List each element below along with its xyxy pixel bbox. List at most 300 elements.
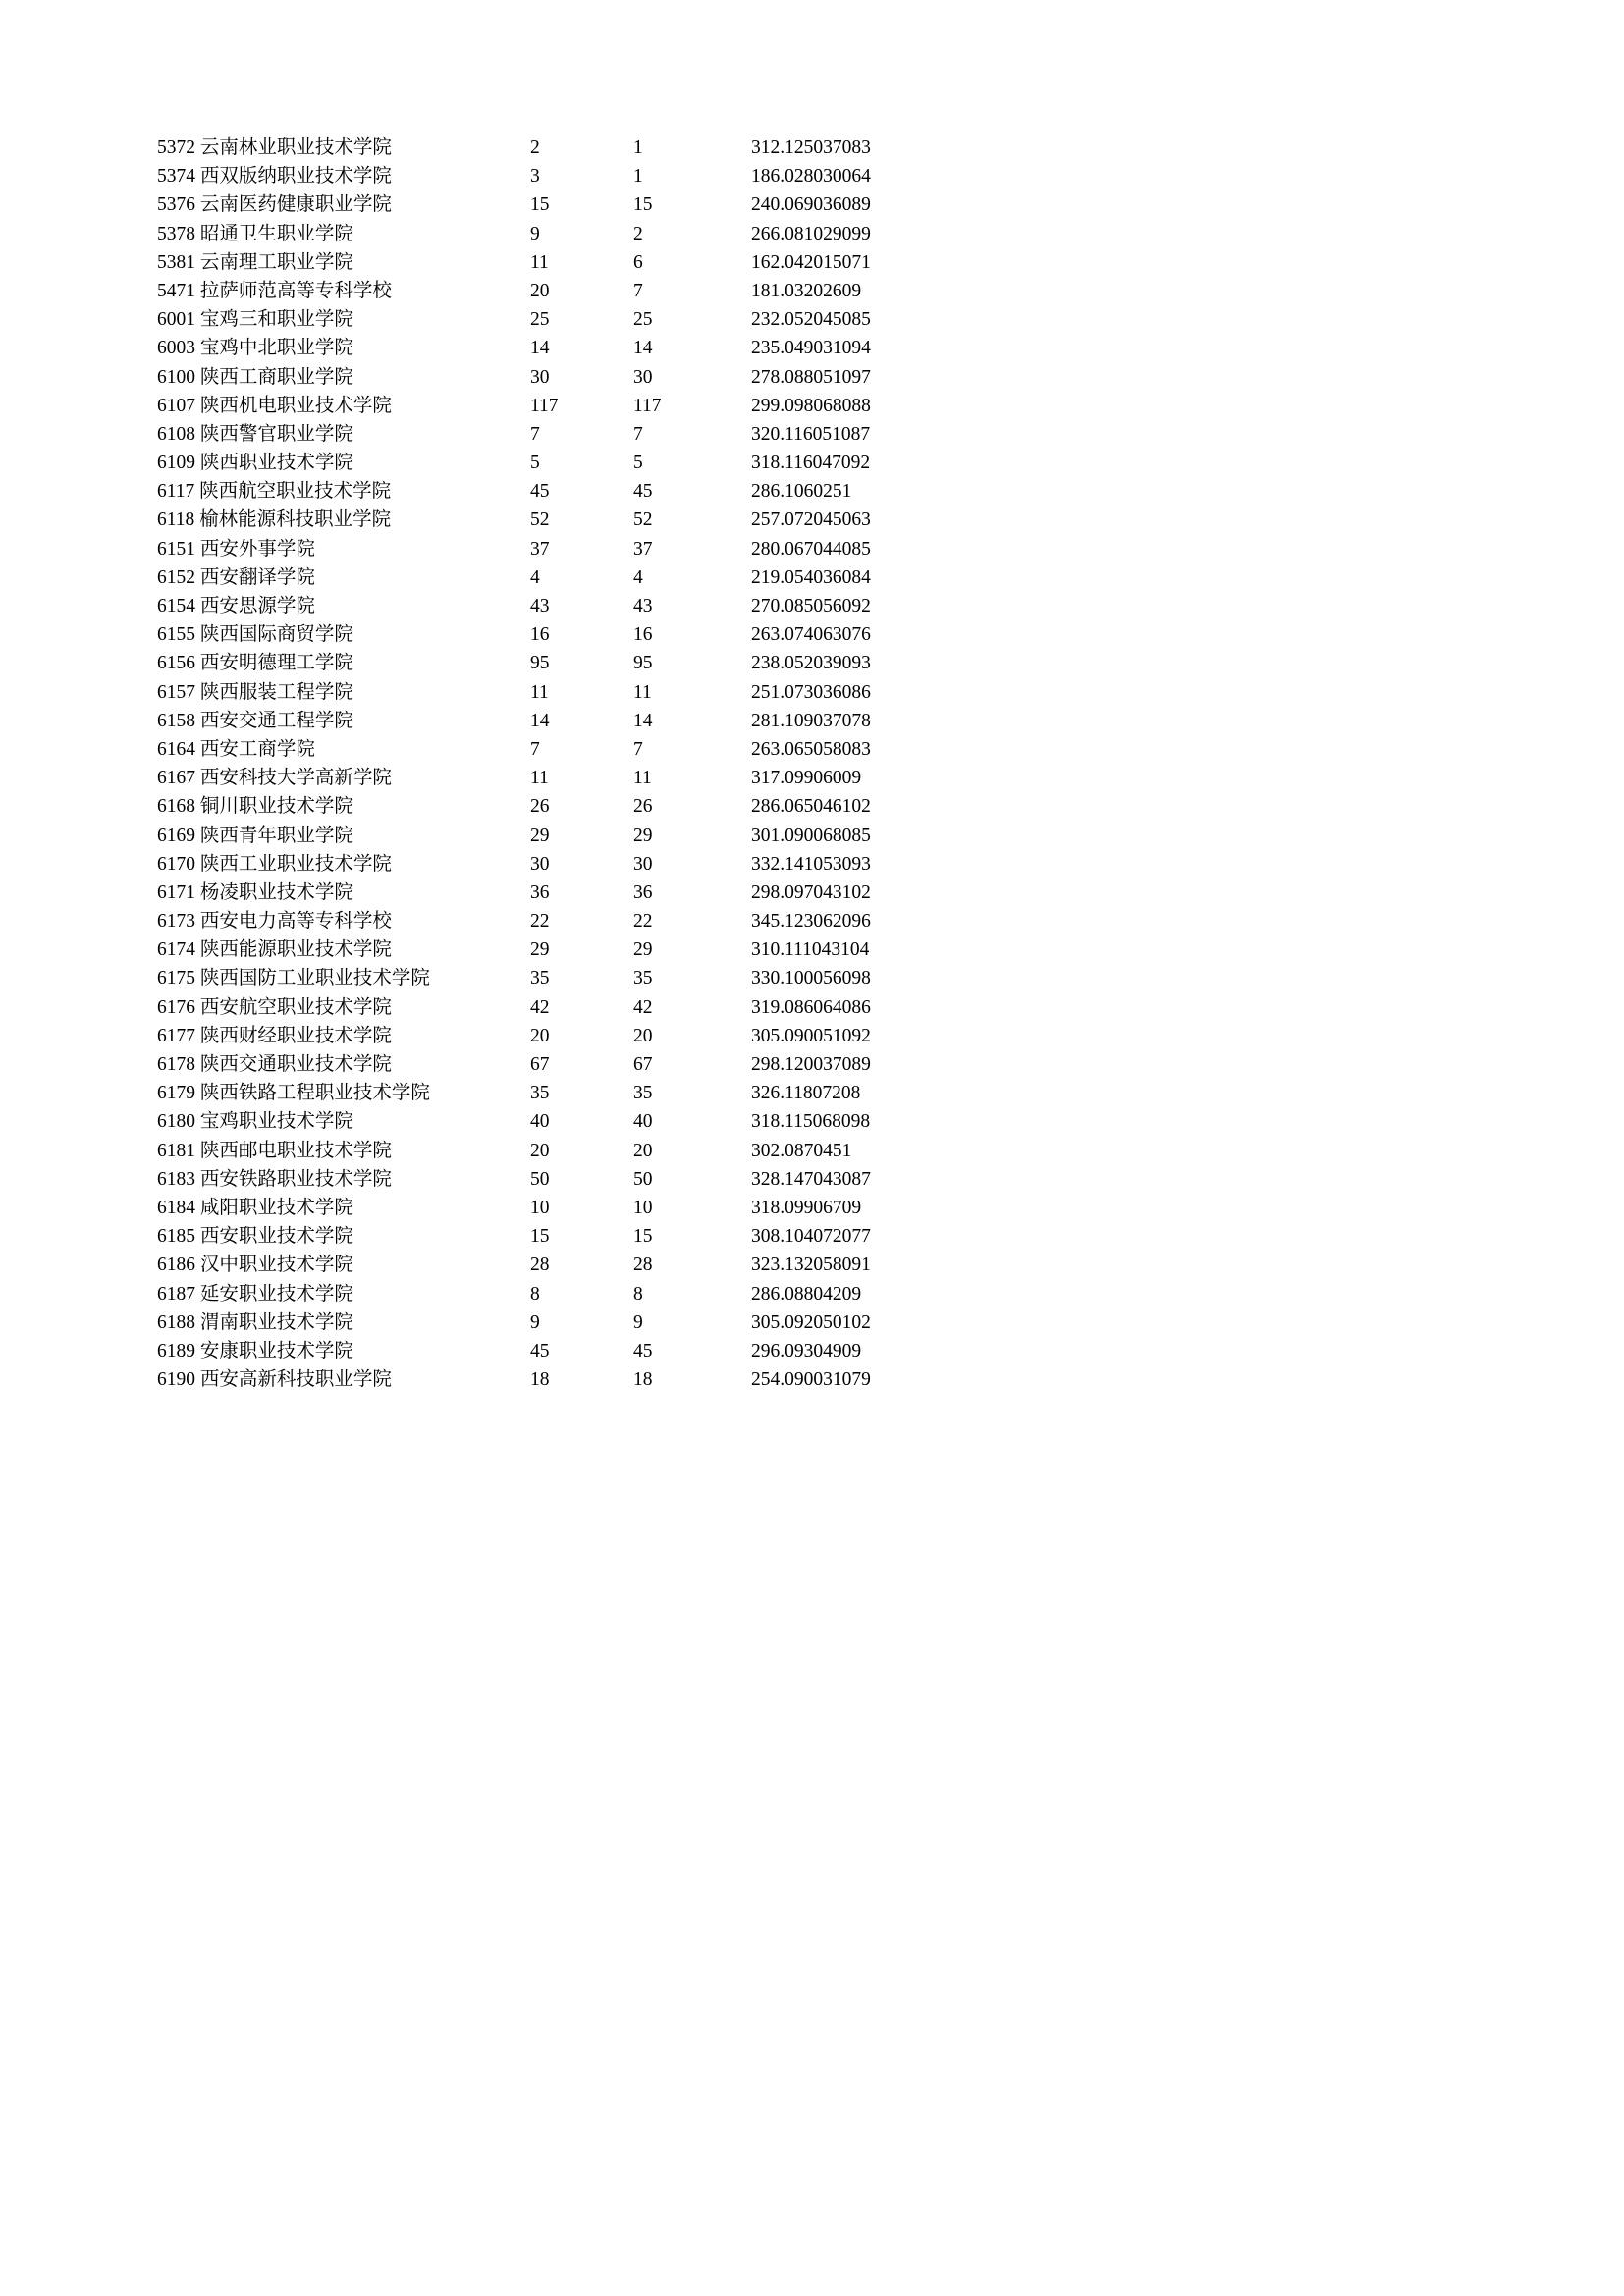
admitted-count: 50	[633, 1168, 653, 1190]
score-value: 263.065058083	[751, 738, 871, 760]
college-code: 6179	[157, 1083, 195, 1104]
table-row	[157, 792, 1506, 821]
admitted-count: 7	[633, 423, 643, 445]
code-name-cell	[157, 305, 530, 334]
table-row	[157, 735, 1506, 764]
plan-count: 18	[530, 1369, 550, 1391]
score-value: 318.115068098	[751, 1111, 871, 1133]
code-name-cell	[157, 1280, 530, 1308]
college-name: 云南理工职业学院	[199, 251, 353, 273]
code-name-cell	[157, 620, 530, 649]
college-name: 陕西能源职业技术学院	[199, 939, 392, 961]
code-name-cell	[157, 420, 530, 449]
college-name: 云南医药健康职业学院	[199, 194, 392, 216]
college-name: 陕西铁路工程职业技术学院	[199, 1083, 430, 1104]
score-value: 298.097043102	[751, 881, 871, 903]
score-value: 280.067044085	[751, 538, 871, 560]
plan-count: 35	[530, 968, 550, 989]
table-row	[157, 764, 1506, 792]
admitted-count: 20	[633, 1025, 653, 1046]
admitted-count: 5	[633, 453, 643, 474]
college-name: 安康职业技术学院	[199, 1340, 353, 1362]
college-name: 西安工商学院	[199, 738, 315, 760]
college-code: 6190	[157, 1369, 195, 1391]
college-code: 6171	[157, 881, 195, 903]
college-name: 宝鸡中北职业学院	[199, 338, 353, 359]
admitted-count: 1	[633, 137, 643, 158]
score-value: 317.09906009	[751, 768, 862, 789]
college-code: 5372	[157, 137, 195, 158]
admitted-count: 22	[633, 911, 653, 933]
admitted-count: 10	[633, 1197, 653, 1218]
table-row	[157, 334, 1506, 362]
code-name-cell	[157, 190, 530, 219]
table-row	[157, 162, 1506, 190]
admitted-count: 18	[633, 1369, 653, 1391]
college-name: 陕西职业技术学院	[199, 453, 353, 474]
college-name: 西安翻译学院	[199, 566, 315, 588]
code-name-cell	[157, 392, 530, 420]
college-code: 6152	[157, 566, 195, 588]
code-name-cell	[157, 1079, 530, 1107]
admitted-count: 30	[633, 366, 653, 388]
table-row	[157, 1251, 1506, 1279]
college-name: 陕西青年职业学院	[199, 825, 353, 846]
plan-count: 11	[530, 768, 549, 789]
admitted-count: 45	[633, 481, 653, 503]
admitted-count: 2	[633, 223, 643, 244]
code-name-cell	[157, 535, 530, 563]
college-code: 5376	[157, 194, 195, 216]
code-name-cell	[157, 1137, 530, 1165]
plan-count: 36	[530, 881, 550, 903]
college-code: 5381	[157, 251, 195, 273]
college-code: 5378	[157, 223, 195, 244]
score-value: 305.092050102	[751, 1311, 871, 1333]
code-name-cell	[157, 1222, 530, 1251]
college-name: 渭南职业技术学院	[199, 1311, 353, 1333]
college-code: 6157	[157, 681, 195, 703]
code-name-cell	[157, 1194, 530, 1222]
score-value: 332.141053093	[751, 853, 871, 875]
college-name: 西安明德理工学院	[199, 653, 353, 674]
plan-count: 9	[530, 223, 540, 244]
table-row	[157, 1194, 1506, 1222]
plan-count: 22	[530, 911, 550, 933]
score-value: 270.085056092	[751, 596, 871, 616]
college-name: 铜川职业技术学院	[199, 796, 353, 818]
table-row	[157, 420, 1506, 449]
score-value: 235.049031094	[751, 338, 871, 359]
table-row	[157, 1165, 1506, 1194]
table-row	[157, 1365, 1506, 1394]
college-name: 杨凌职业技术学院	[199, 881, 353, 903]
college-name: 西安思源学院	[199, 596, 315, 616]
college-name: 汉中职业技术学院	[199, 1255, 353, 1276]
college-name: 西双版纳职业技术学院	[199, 166, 392, 187]
table-row	[157, 850, 1506, 879]
table-row	[157, 1107, 1506, 1136]
code-name-cell	[157, 1365, 530, 1394]
college-name: 西安铁路职业技术学院	[199, 1168, 392, 1190]
plan-count: 20	[530, 280, 550, 301]
table-row	[157, 506, 1506, 534]
college-name: 宝鸡三和职业学院	[199, 309, 353, 331]
admitted-count: 29	[633, 939, 653, 961]
college-name: 宝鸡职业技术学院	[199, 1111, 353, 1133]
code-name-cell	[157, 735, 530, 764]
college-code: 6177	[157, 1025, 195, 1046]
admitted-count: 16	[633, 624, 653, 646]
admitted-count: 6	[633, 251, 643, 273]
plan-count: 42	[530, 996, 550, 1018]
code-name-cell	[157, 792, 530, 821]
college-code: 6001	[157, 309, 195, 331]
college-code: 6189	[157, 1340, 195, 1362]
score-value: 254.090031079	[751, 1369, 871, 1391]
plan-count: 35	[530, 1083, 550, 1104]
college-code: 5374	[157, 166, 195, 187]
college-code: 6109	[157, 453, 195, 474]
plan-count: 37	[530, 538, 550, 560]
plan-count: 50	[530, 1168, 550, 1190]
score-value: 219.054036084	[751, 566, 871, 588]
admitted-count: 14	[633, 338, 653, 359]
college-code: 6003	[157, 338, 195, 359]
table-row	[157, 1280, 1506, 1308]
score-value: 318.116047092	[751, 453, 871, 474]
score-value: 240.069036089	[751, 194, 871, 216]
table-row	[157, 392, 1506, 420]
score-value: 308.104072077	[751, 1226, 871, 1248]
plan-count: 117	[530, 395, 559, 416]
college-name: 陕西工业职业技术学院	[199, 853, 392, 875]
college-code: 6188	[157, 1311, 195, 1333]
plan-count: 25	[530, 309, 550, 331]
score-value: 323.132058091	[751, 1255, 871, 1276]
code-name-cell	[157, 506, 530, 534]
score-value: 286.1060251	[751, 481, 852, 503]
code-name-cell	[157, 592, 530, 620]
code-name-cell	[157, 449, 530, 477]
admitted-count: 25	[633, 309, 653, 331]
table-row	[157, 592, 1506, 620]
plan-count: 11	[530, 251, 549, 273]
table-row	[157, 907, 1506, 935]
admitted-count: 11	[633, 768, 652, 789]
college-name: 陕西国防工业职业技术学院	[199, 968, 430, 989]
plan-count: 11	[530, 681, 549, 703]
table-row	[157, 449, 1506, 477]
admitted-count: 42	[633, 996, 653, 1018]
code-name-cell	[157, 477, 530, 506]
college-name: 陕西工商职业学院	[199, 366, 353, 388]
college-name: 咸阳职业技术学院	[199, 1197, 353, 1218]
score-value: 232.052045085	[751, 309, 871, 331]
score-value: 238.052039093	[751, 653, 871, 674]
admitted-count: 14	[633, 710, 653, 731]
college-code: 6151	[157, 538, 195, 560]
plan-count: 43	[530, 596, 550, 616]
college-name: 陕西邮电职业技术学院	[199, 1140, 392, 1161]
code-name-cell	[157, 162, 530, 190]
score-value: 345.123062096	[751, 911, 871, 933]
code-name-cell	[157, 935, 530, 964]
score-value: 328.147043087	[751, 1168, 871, 1190]
plan-count: 26	[530, 796, 550, 818]
college-name: 延安职业技术学院	[199, 1283, 353, 1305]
college-code: 6168	[157, 796, 195, 818]
table-row	[157, 649, 1506, 677]
plan-count: 40	[530, 1111, 550, 1133]
table-row	[157, 305, 1506, 334]
table-row	[157, 220, 1506, 248]
college-code: 6181	[157, 1140, 195, 1161]
table-row	[157, 678, 1506, 707]
table-row	[157, 535, 1506, 563]
plan-count: 45	[530, 1340, 550, 1362]
code-name-cell	[157, 764, 530, 792]
score-value: 318.09906709	[751, 1197, 862, 1218]
table-row	[157, 477, 1506, 506]
admitted-count: 52	[633, 509, 653, 531]
plan-count: 3	[530, 166, 540, 187]
plan-count: 29	[530, 825, 550, 846]
table-row	[157, 620, 1506, 649]
table-row	[157, 1337, 1506, 1365]
college-code: 6183	[157, 1168, 195, 1190]
table-row	[157, 1308, 1506, 1337]
college-name: 西安交通工程学院	[199, 710, 353, 731]
college-name: 榆林能源科技职业学院	[199, 509, 392, 531]
college-code: 6180	[157, 1111, 195, 1133]
college-name: 云南林业职业技术学院	[199, 137, 392, 158]
score-value: 320.116051087	[751, 423, 871, 445]
college-code: 6167	[157, 768, 195, 789]
score-value: 305.090051092	[751, 1025, 871, 1046]
score-value: 263.074063076	[751, 624, 871, 646]
plan-count: 30	[530, 853, 550, 875]
code-name-cell	[157, 1308, 530, 1337]
college-name: 陕西机电职业技术学院	[199, 395, 392, 416]
admitted-count: 1	[633, 166, 643, 187]
table-row	[157, 935, 1506, 964]
college-code: 6155	[157, 624, 195, 646]
score-value: 302.0870451	[751, 1140, 852, 1161]
college-code: 6178	[157, 1054, 195, 1075]
college-code: 6108	[157, 423, 195, 445]
code-name-cell	[157, 1107, 530, 1136]
code-name-cell	[157, 879, 530, 907]
college-name: 陕西国际商贸学院	[199, 624, 353, 646]
admitted-count: 26	[633, 796, 653, 818]
college-name: 陕西交通职业技术学院	[199, 1054, 392, 1075]
plan-count: 52	[530, 509, 550, 531]
plan-count: 5	[530, 453, 540, 474]
college-name: 陕西航空职业技术学院	[199, 481, 392, 503]
admitted-count: 11	[633, 681, 652, 703]
college-code: 6164	[157, 738, 195, 760]
code-name-cell	[157, 649, 530, 677]
admitted-count: 40	[633, 1111, 653, 1133]
code-name-cell	[157, 678, 530, 707]
plan-count: 8	[530, 1283, 540, 1305]
code-name-cell	[157, 334, 530, 362]
code-name-cell	[157, 1022, 530, 1050]
admitted-count: 67	[633, 1054, 653, 1075]
college-code: 6185	[157, 1226, 195, 1248]
admitted-count: 95	[633, 653, 653, 674]
plan-count: 30	[530, 366, 550, 388]
plan-count: 14	[530, 338, 550, 359]
college-code: 6170	[157, 853, 195, 875]
score-value: 310.111043104	[751, 939, 870, 961]
college-code: 6186	[157, 1255, 195, 1276]
code-name-cell	[157, 707, 530, 735]
plan-count: 9	[530, 1311, 540, 1333]
plan-count: 67	[530, 1054, 550, 1075]
admitted-count: 45	[633, 1340, 653, 1362]
table-row	[157, 1022, 1506, 1050]
code-name-cell	[157, 363, 530, 392]
college-name: 西安航空职业技术学院	[199, 996, 392, 1018]
table-row	[157, 964, 1506, 992]
score-value: 286.065046102	[751, 796, 871, 818]
college-code: 6156	[157, 653, 195, 674]
plan-count: 7	[530, 738, 540, 760]
college-code: 6118	[157, 509, 195, 531]
college-name: 陕西服装工程学院	[199, 681, 353, 703]
score-value: 278.088051097	[751, 366, 871, 388]
admitted-count: 35	[633, 968, 653, 989]
plan-count: 20	[530, 1140, 550, 1161]
college-code: 6176	[157, 996, 195, 1018]
admitted-count: 20	[633, 1140, 653, 1161]
table-row	[157, 277, 1506, 305]
college-name: 西安高新科技职业学院	[199, 1369, 392, 1391]
college-code: 6175	[157, 968, 195, 989]
plan-count: 10	[530, 1197, 550, 1218]
admitted-count: 9	[633, 1311, 643, 1333]
plan-count: 15	[530, 194, 550, 216]
admitted-count: 35	[633, 1083, 653, 1104]
code-name-cell	[157, 563, 530, 592]
table-row	[157, 190, 1506, 219]
college-code: 5471	[157, 280, 195, 301]
table-row	[157, 993, 1506, 1022]
plan-count: 15	[530, 1226, 550, 1248]
college-code: 6154	[157, 596, 195, 616]
code-name-cell	[157, 964, 530, 992]
score-value: 301.090068085	[751, 825, 871, 846]
code-name-cell	[157, 907, 530, 935]
score-value: 266.081029099	[751, 223, 871, 244]
score-value: 299.098068088	[751, 395, 871, 416]
plan-count: 4	[530, 566, 540, 588]
plan-count: 95	[530, 653, 550, 674]
admitted-count: 117	[633, 395, 662, 416]
table-row	[157, 1222, 1506, 1251]
score-value: 181.03202609	[751, 280, 862, 301]
college-code: 6117	[157, 481, 195, 503]
results-table	[157, 133, 1506, 1394]
score-value: 298.120037089	[751, 1054, 871, 1075]
score-value: 296.09304909	[751, 1340, 862, 1362]
plan-count: 20	[530, 1025, 550, 1046]
code-name-cell	[157, 248, 530, 277]
admitted-count: 28	[633, 1255, 653, 1276]
college-code: 6187	[157, 1283, 195, 1305]
table-row	[157, 563, 1506, 592]
code-name-cell	[157, 1337, 530, 1365]
admitted-count: 7	[633, 738, 643, 760]
admitted-count: 15	[633, 194, 653, 216]
score-value: 186.028030064	[751, 166, 871, 187]
college-code: 6174	[157, 939, 195, 961]
score-value: 319.086064086	[751, 996, 871, 1018]
college-name: 昭通卫生职业学院	[199, 223, 353, 244]
plan-count: 7	[530, 423, 540, 445]
score-value: 286.08804209	[751, 1283, 862, 1305]
admitted-count: 7	[633, 280, 643, 301]
table-row	[157, 822, 1506, 850]
admitted-count: 15	[633, 1226, 653, 1248]
code-name-cell	[157, 1050, 530, 1079]
plan-count: 29	[530, 939, 550, 961]
code-name-cell	[157, 1251, 530, 1279]
table-row	[157, 248, 1506, 277]
plan-count: 45	[530, 481, 550, 503]
score-value: 251.073036086	[751, 681, 871, 703]
college-name: 西安电力高等专科学校	[199, 911, 392, 933]
college-name: 西安外事学院	[199, 538, 315, 560]
code-name-cell	[157, 993, 530, 1022]
plan-count: 14	[530, 710, 550, 731]
table-row	[157, 879, 1506, 907]
score-value: 330.100056098	[751, 968, 871, 989]
plan-count: 16	[530, 624, 550, 646]
code-name-cell	[157, 850, 530, 879]
admitted-count: 30	[633, 853, 653, 875]
admitted-count: 36	[633, 881, 653, 903]
code-name-cell	[157, 277, 530, 305]
plan-count: 28	[530, 1255, 550, 1276]
score-value: 326.11807208	[751, 1083, 861, 1104]
college-code: 6158	[157, 710, 195, 731]
code-name-cell	[157, 1165, 530, 1194]
admitted-count: 43	[633, 596, 653, 616]
college-code: 6173	[157, 911, 195, 933]
table-row	[157, 1050, 1506, 1079]
college-name: 陕西财经职业技术学院	[199, 1025, 392, 1046]
score-value: 312.125037083	[751, 137, 871, 158]
score-value: 257.072045063	[751, 509, 871, 531]
college-name: 西安科技大学高新学院	[199, 768, 392, 789]
college-code: 6184	[157, 1197, 195, 1218]
college-name: 拉萨师范高等专科学校	[199, 280, 392, 301]
college-code: 6169	[157, 825, 195, 846]
admitted-count: 4	[633, 566, 643, 588]
table-row	[157, 363, 1506, 392]
college-name: 陕西警官职业学院	[199, 423, 353, 445]
table-row	[157, 133, 1506, 162]
score-value: 281.109037078	[751, 710, 871, 731]
admitted-count: 37	[633, 538, 653, 560]
code-name-cell	[157, 822, 530, 850]
code-name-cell	[157, 133, 530, 162]
table-row	[157, 1079, 1506, 1107]
table-row	[157, 707, 1506, 735]
